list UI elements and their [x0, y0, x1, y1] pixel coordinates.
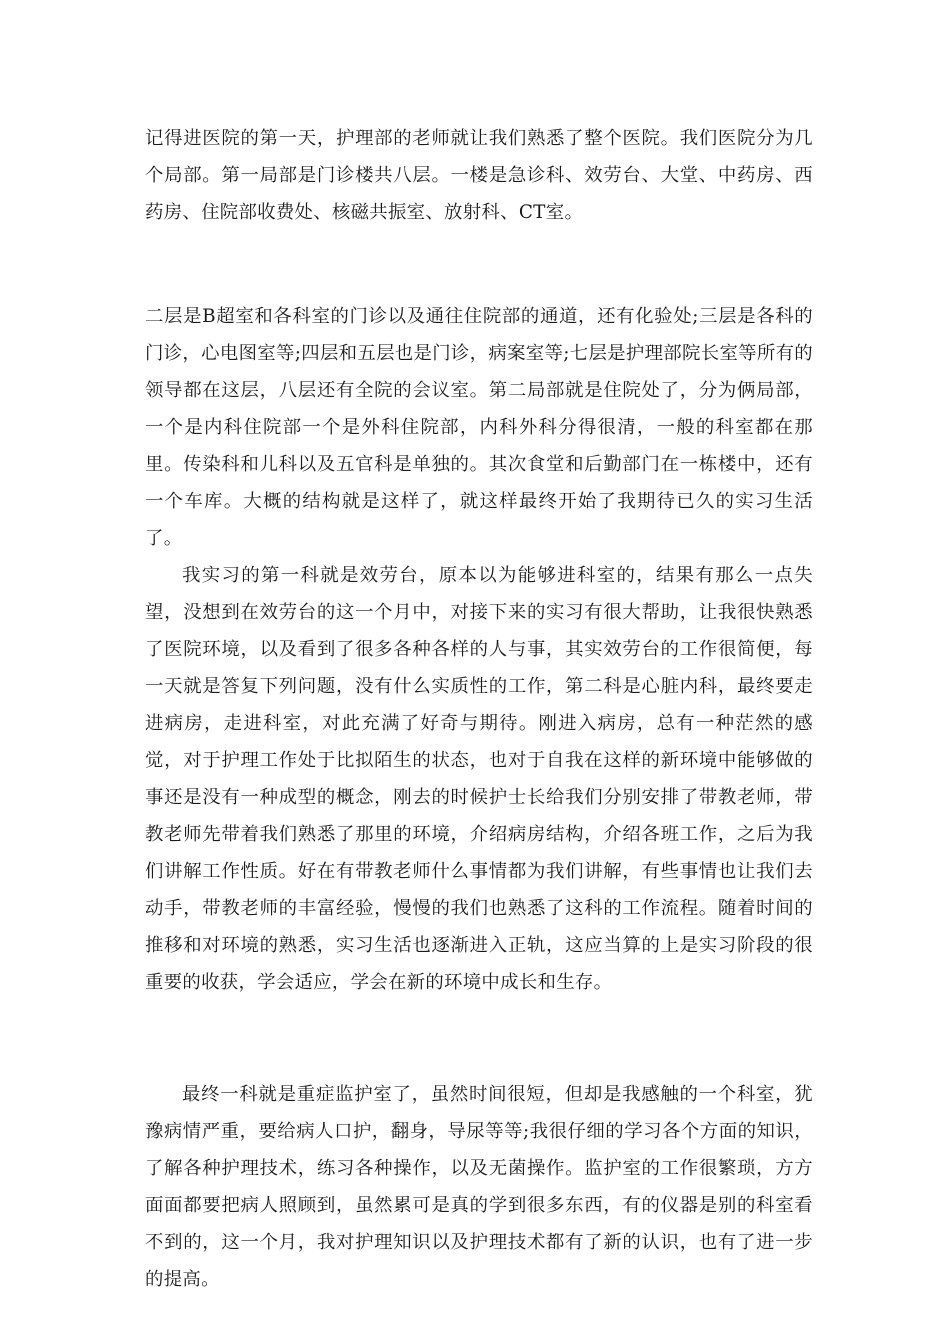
paragraph-intensive-care: 最终一科就是重症监护室了，虽然时间很短，但却是我感触的一个科室，犹豫病情严重，要给病人口护，翻身，导尿等等;我很仔细的学习各个方面的知识，了解各种护理技术，练习各种操作，以及无菌操作。监护室的工作很繁琐，方方面面都要把病人照顾到，虽然累可是真的学到很多东西，有的仪器是别的科室看不到的，这一个月，我对护理知识以及护理技术都有了新的认识，也有了进一步的提高。 [145, 1084, 813, 1290]
paragraph-service-desk-and-cardiology: 我实习的第一科就是效劳台，原本以为能够进科室的，结果有那么一点失望，没想到在效劳台的这一个月中，对接下来的实习有很大帮助，让我很快熟悉了医院环境，以及看到了很多各种各样的人与事，其实效劳台的工作很简便，每一天就是答复下列问题，没有什么实质性的工作，第二科是心脏内科，最终要走进病房，走进科室，对此充满了好奇与期待。刚进入病房，总有一种茫然的感觉，对于护理工作处于比拟陌生的状态，也对于自我在这样的新环境中能够做的事还是没有一种成型的概念，刚去的时候护士长给我们分别安排了带教老师，带教老师先带着我们熟悉了那里的环境，介绍病房结构，介绍各班工作，之后为我们讲解工作性质。好在有带教老师什么事情都为我们讲解，有些事情也让我们去动手，带教老师的丰富经验，慢慢的我们也熟悉了这科的工作流程。随着时间的推移和对环境的熟悉，实习生活也逐渐进入正轨，这应当算的上是实习阶段的很重要的收获，学会适应，学会在新的环境中成长和生存。 [145, 565, 813, 993]
paragraph-floors-and-departments: 二层是B超室和各科室的门诊以及通往住院部的通道，还有化验处;三层是各科的门诊，心电图室等;四层和五层也是门诊，病案室等;七层是护理部院长室等所有的领导都在这层，八层还有全院的会议室。第二局部就是住院处了，分为俩局部，一个是内科住院部一个是外科住院部，内科外科分得很清，一般的科室都在那里。传染科和儿科以及五官科是单独的。其次食堂和后勤部门在一栋楼中，还有一个车库。大概的结构就是这样了，就这样最终开始了我期待已久的实习生活了。 [145, 306, 813, 549]
paragraph-hospital-layout-intro: 记得进医院的第一天，护理部的老师就让我们熟悉了整个医院。我们医院分为几个局部。第一局部是门诊楼共八层。一楼是急诊科、效劳台、大堂、中药房、西药房、住院部收费处、核磁共振室、放射科、CT室。 [145, 128, 813, 223]
